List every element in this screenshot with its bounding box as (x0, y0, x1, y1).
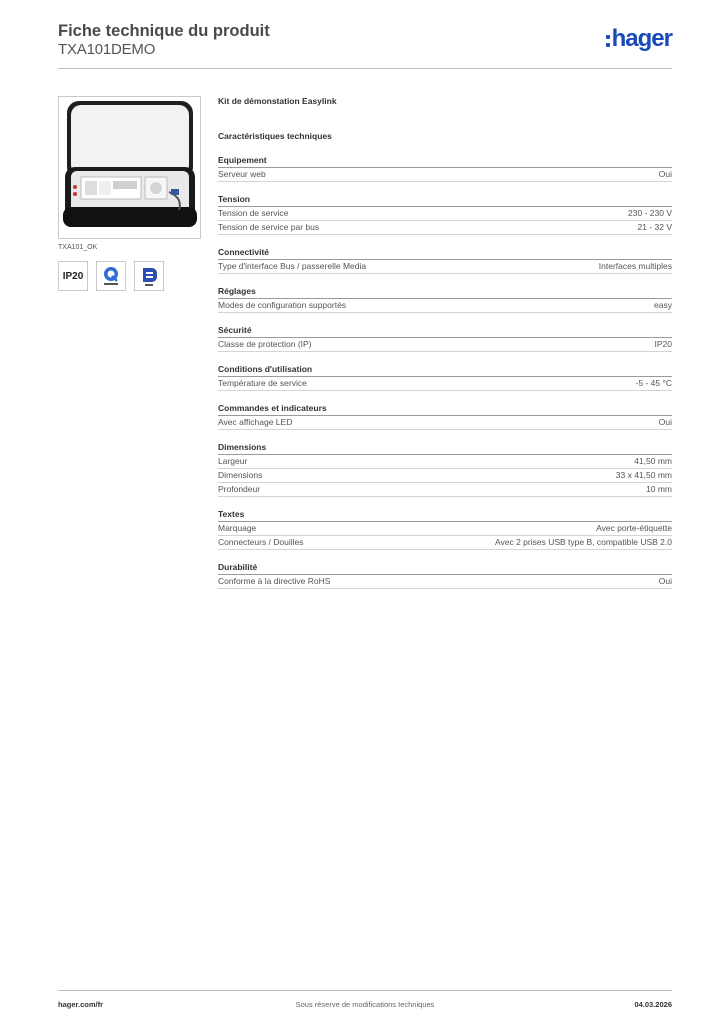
footer-disclaimer: Sous réserve de modifications techniques (295, 1000, 435, 1009)
footer-date: 04.03.2026 (634, 1000, 672, 1009)
spec-label: Serveur web (218, 169, 266, 179)
section-title: Connectivité (218, 247, 672, 260)
document-title: Fiche technique du produit (58, 22, 270, 40)
spec-value: Avec 2 prises USB type B, compatible USB 2.0 (494, 537, 672, 547)
spec-label: Type d'interface Bus / passerelle Media (218, 261, 367, 271)
section-title: Réglages (218, 286, 672, 299)
spec-label: Largeur (218, 456, 248, 466)
section-title: Conditions d'utilisation (218, 364, 672, 377)
hager-logo[interactable] (606, 25, 672, 53)
spec-row (218, 455, 672, 469)
section-textes (218, 509, 672, 550)
spec-value: 41,50 mm (634, 456, 672, 466)
spec-value: Oui (658, 576, 672, 586)
logo-dots-icon (606, 35, 610, 47)
spec-value: 33 x 41,50 mm (615, 470, 672, 480)
section-tension (218, 194, 672, 235)
photo-caption: TXA101_OK (58, 244, 98, 251)
product-reference: TXA101DEMO (58, 41, 156, 58)
ip20-label: IP20 (62, 270, 84, 282)
spec-label: Classe de protection (IP) (218, 339, 312, 349)
section-connectivite (218, 247, 672, 274)
section-commandes (218, 403, 672, 430)
ip20-badge (58, 261, 88, 291)
spec-label: Profondeur (218, 484, 261, 494)
spec-row (218, 260, 672, 274)
section-title: Equipement (218, 155, 672, 168)
spec-value: 21 - 32 V (637, 222, 672, 232)
specs-heading: Caractéristiques techniques (218, 131, 332, 141)
spec-label: Température de service (218, 378, 307, 388)
spec-value: Avec porte-étiquette (596, 523, 672, 533)
section-title: Textes (218, 509, 672, 522)
section-title: Commandes et indicateurs (218, 403, 672, 416)
spec-label: Marquage (218, 523, 257, 533)
section-title: Durabilité (218, 562, 672, 575)
section-title: Dimensions (218, 442, 672, 455)
spec-row (218, 299, 672, 313)
section-dimensions (218, 442, 672, 497)
spec-value: Interfaces multiples (598, 261, 672, 271)
spec-row (218, 168, 672, 182)
spec-row (218, 338, 672, 352)
spec-value: easy (654, 300, 672, 310)
spec-row (218, 416, 672, 430)
footer-website-link[interactable]: hager.com/fr (58, 1000, 104, 1009)
spec-label: Connecteurs / Douilles (218, 537, 304, 547)
section-conditions (218, 364, 672, 391)
spec-row (218, 377, 672, 391)
spec-value: Oui (658, 417, 672, 427)
section-title: Sécurité (218, 325, 672, 338)
product-name: Kit de démonstation Easylink (218, 96, 337, 106)
section-securite (218, 325, 672, 352)
easy-e-icon (134, 261, 164, 291)
section-equipement (218, 155, 672, 182)
section-reglages (218, 286, 672, 313)
spec-row (218, 221, 672, 235)
spec-value: Oui (658, 169, 672, 179)
spec-row (218, 536, 672, 550)
spec-row (218, 575, 672, 589)
spec-row (218, 469, 672, 483)
demo-case-image (59, 97, 200, 238)
spec-row (218, 207, 672, 221)
spec-label: Modes de configuration supportés (218, 300, 347, 310)
spec-label: Conforme à la directive RoHS (218, 576, 331, 586)
spec-value: 230 - 230 V (628, 208, 672, 218)
spec-row (218, 483, 672, 497)
spec-label: Dimensions (218, 470, 263, 480)
certification-badges (58, 261, 164, 291)
page-header (58, 20, 672, 69)
quality-q-icon (96, 261, 126, 291)
product-photo (58, 96, 201, 239)
spec-value: 10 mm (646, 484, 672, 494)
spec-content (218, 96, 672, 589)
spec-value: IP20 (654, 339, 672, 349)
section-title: Tension (218, 194, 672, 207)
spec-row (218, 522, 672, 536)
spec-label: Tension de service (218, 208, 289, 218)
page-footer (58, 990, 672, 1013)
spec-label: Tension de service par bus (218, 222, 320, 232)
spec-label: Avec affichage LED (218, 417, 293, 427)
section-durabilite (218, 562, 672, 589)
spec-value: -5 - 45 °C (635, 378, 672, 388)
logo-wordmark: hager (611, 25, 672, 52)
